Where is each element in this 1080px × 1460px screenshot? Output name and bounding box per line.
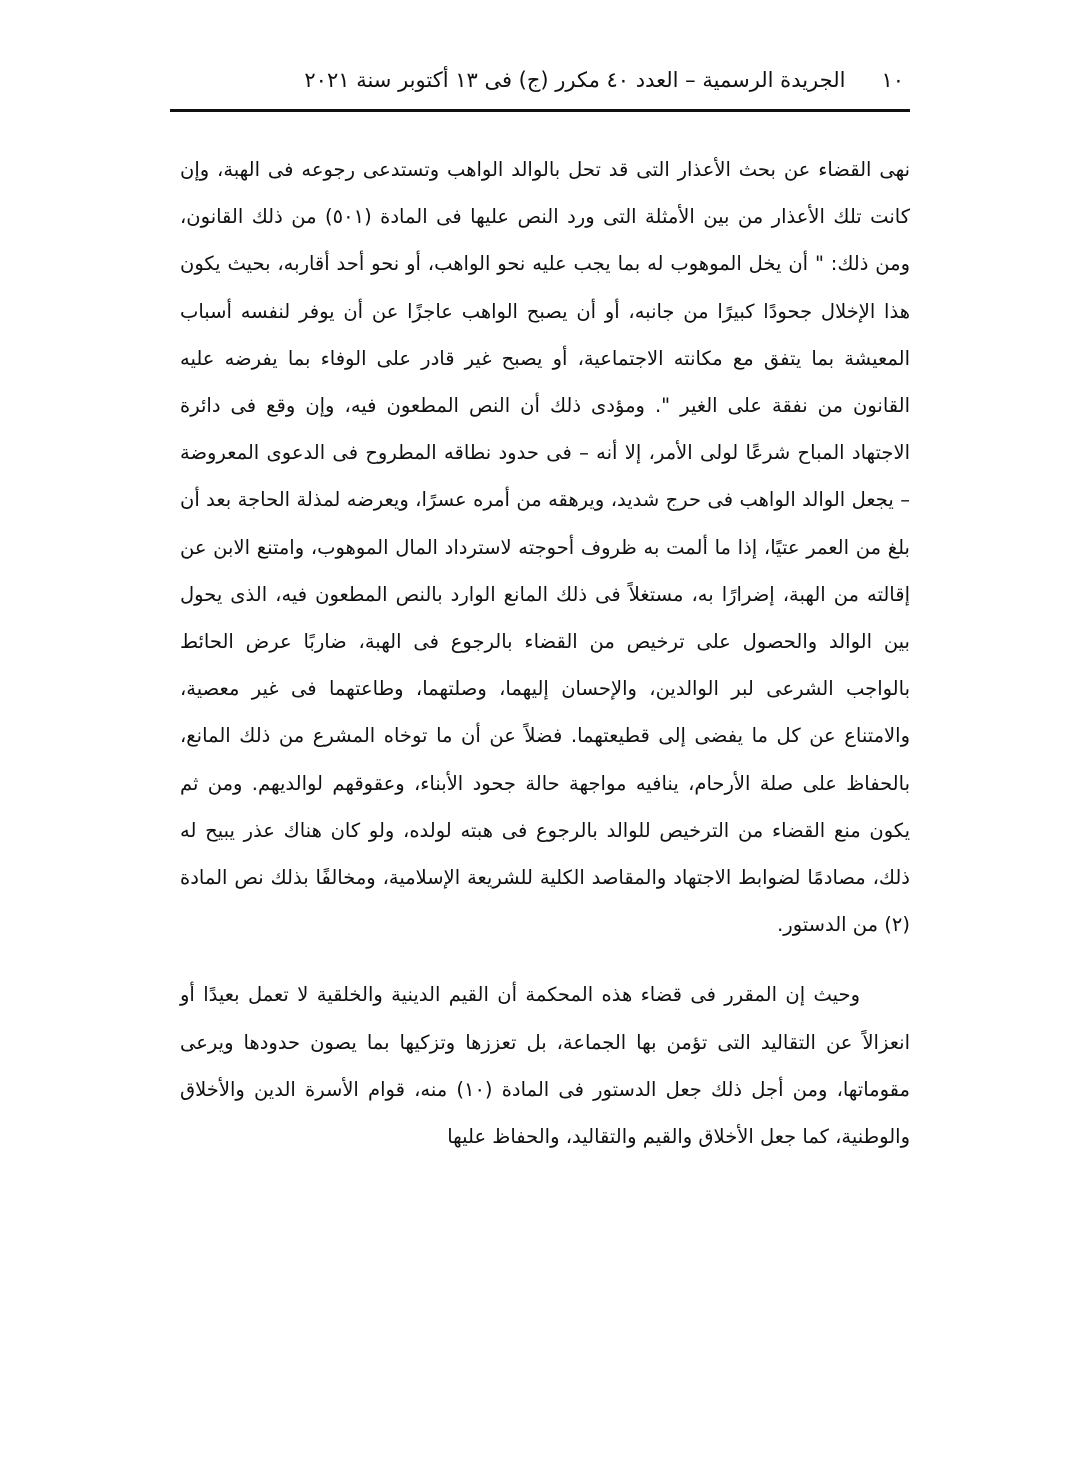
page-header — [170, 58, 910, 102]
document-body — [180, 146, 910, 1160]
paragraph-2: وحيث إن المقرر فى قضاء هذه المحكمة أن القيم الدينية والخلقية لا تعمل بعيدًا أو انعزالاً عن التقاليد التى تؤمن بها الجماعة، بل تعززها وتزكيها بما يصون حدودها ويرعى مقوماتها، ومن أجل ذلك جعل الدستور فى المادة (١٠) منه، قوام الأسرة الدين والأخلاق والوطنية، كما جعل الأخلاق والقيم والتقاليد، والحفاظ عليها — [180, 983, 910, 1149]
paragraph-1: نهى القضاء عن بحث الأعذار التى قد تحل بالوالد الواهب وتستدعى رجوعه فى الهبة، وإن كانت تلك الأعذار من بين الأمثلة التى ورد النص عليها فى المادة (٥٠١) من ذلك القانون، ومن ذلك: " أن يخل الموهوب له بما يجب عليه نحو الواهب، أو نحو أحد أقاربه، بحيث يكون هذا الإخلال جحودًا كبيرًا من جانبه، أو أن يصبح الواهب عاجزًا عن أن يوفر لنفسه أسباب المعيشة بما يتفق مع مكانته الاجتماعية، أو يصبح غير قادر على الوفاء بما يفرضه عليه القانون من نفقة على الغير ". ومؤدى ذلك أن النص المطعون فيه، وإن وقع فى دائرة الاجتهاد المباح شرعًا لولى الأمر، إلا أنه – فى حدود نطاقه المطروح فى الدعوى المعروضة – يجعل الوالد الواهب فى حرج شديد، ويرهقه من أمره عسرًا، ويعرضه لمذلة الحاجة بعد أن بلغ من العمر عتيًا، إذا ما ألمت به ظروف أحوجته لاسترداد المال الموهوب، وامتنع الابن عن إقالته من الهبة، إضرارًا به، مستغلاً فى ذلك المانع الوارد بالنص المطعون فيه، الذى يحول بين الوالد والحصول على ترخيص من القضاء بالرجوع فى الهبة، ضاربًا عرض الحائط بالواجب الشرعى لبر الوالدين، والإحسان إليهما، وصلتهما، وطاعتهما فى غير معصية، والامتناع عن كل ما يفضى إلى قطيعتهما. فضلاً عن أن ما توخاه المشرع من ذلك المانع، بالحفاظ على صلة الأرحام، ينافيه مواجهة حالة جحود الأبناء، وعقوقهم لوالديهم. ومن ثم يكون منع القضاء من الترخيص للوالد بالرجوع فى هبته لولده، ولو كان هناك عذر يبيح له ذلك، مصادمًا لضوابط الاجتهاد والمقاصد الكلية للشريعة الإسلامية، ومخالفًا بذلك نص المادة (٢) من الدستور. — [180, 158, 910, 937]
page-number: ١٠ — [881, 68, 904, 92]
header-divider — [170, 109, 910, 112]
gazette-title: الجريدة الرسمية – العدد ٤٠ مكرر (ج) فى ١٣ أكتوبر سنة ٢٠٢١ — [304, 68, 846, 92]
